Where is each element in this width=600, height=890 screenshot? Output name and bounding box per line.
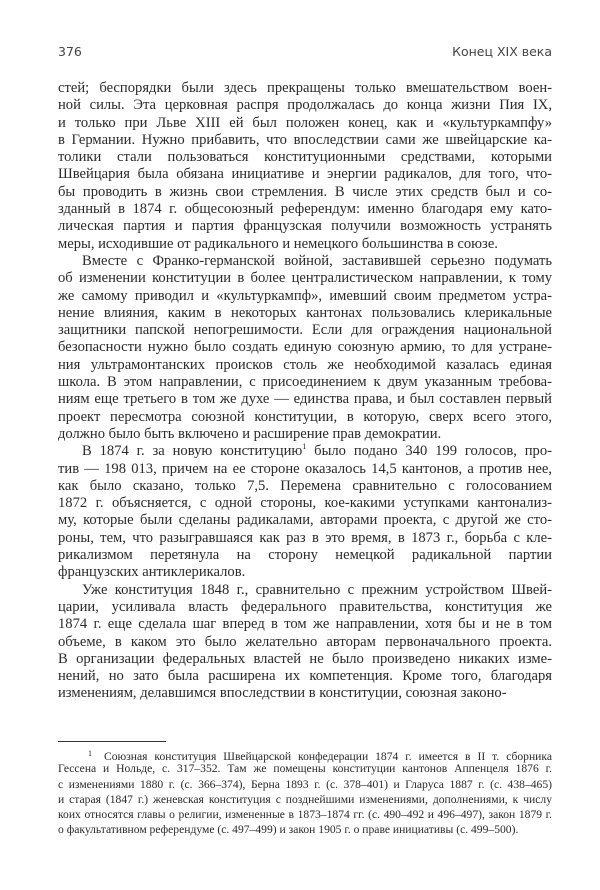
footnote-text: о факультативном референдуме (с. 497–499) и закон 1905 г. о праве инициативы (с. 499–500).: [58, 823, 519, 837]
text-line: му, которые были сделаны радикалами, авторами проекта, с другой же сто-: [58, 512, 552, 529]
text-line: школа. В этом направлении, с присоединением к двум указанным требова-: [58, 374, 552, 391]
text-line: объеме, в каком это было желательно авторам первоначального проекта.: [58, 633, 552, 650]
text-line: 1874 г. еще сделала шаг вперед в том же направлении, хотя бы и не в том: [58, 616, 552, 633]
footnote-text: и старая (1847 г.) женевская конституция с позднейшими изменениями, дополнениями, к числу: [58, 792, 552, 806]
text-line: Уже конституция 1848 г., сравнительно с прежним устройством Швей-: [82, 581, 552, 598]
text-line: об изменении конституции в более централистическом направлении, к тому: [58, 270, 552, 287]
text-line: изменениям, делавшимся впоследствии в конституции, союзная законо-: [58, 685, 507, 702]
text-line: [58, 761, 552, 776]
text-line: защитники папской непогрешимости. Если для ограждения национальной: [58, 322, 552, 339]
text-line: лическая партия и партия французская получили возможность устранять: [58, 218, 552, 235]
footnote-ref[interactable]: 1: [302, 442, 307, 452]
footnote-text: коих относятся главы о религии, измененные в 1873–1874 гг. (с. 490–492 и 496–497), закон 1879 г.: [58, 808, 552, 822]
running-title: Конец XIX века: [452, 44, 552, 59]
text-line: проект пересмотра союзной конституции, в которую, сверх всего этого,: [58, 408, 552, 425]
text-line: [58, 777, 552, 792]
text-line: бы проводить в жизнь свои стремления. В числе этих средств был и со-: [58, 183, 552, 200]
text-segment: было подано 340 199 голосов, про-: [314, 443, 553, 460]
text-line: 1872 г. объясняется, с одной стороны, кое-какими уступками кантонализ-: [58, 495, 552, 512]
text-line: [58, 807, 552, 822]
text-line: в Германии. Нужно прибавить, что впоследствии сами же швейцарские ка-: [58, 131, 552, 148]
body-text: [58, 80, 552, 703]
text-line: царии, усиливала власть федерального правительства, конституция же: [58, 598, 552, 615]
text-line: зданный в 1874 г. общесоюзный референдум: именно благодаря ему като-: [58, 201, 552, 218]
text-line: французских антиклерикалов.: [58, 564, 246, 581]
text-line: же самому приводил и «культуркампф», имевший своим предметом устра-: [58, 287, 552, 304]
text-line: ниям еще третьего в том же духе — единства права, и был составлен первый: [58, 391, 552, 408]
text-line: и только при Льве XIII ей был положен конец, как и «культуркампфу»: [58, 114, 552, 131]
text-segment: В 1874 г. за новую конституцию: [82, 443, 303, 460]
text-line: [58, 792, 552, 807]
text-line: нение влияния, каким в некоторых кантонах пользовались клерикальные: [58, 304, 552, 321]
text-line: [58, 822, 552, 837]
text-line: стей; беспорядки были здесь прекращены только вмешательством воен-: [58, 80, 552, 96]
text-line: нений, но зато была расширена их компетенция. Кроме того, благодаря: [58, 668, 552, 685]
page-number: 376: [58, 44, 82, 59]
text-line: рикализмом перетянула на сторону немецкой радикальной партии: [58, 547, 552, 564]
text-line: [58, 746, 552, 761]
footnote-number: 1: [88, 749, 92, 758]
text-line: должно было быть включено и расширение прав демократии.: [58, 425, 442, 442]
footnotes: [58, 746, 552, 838]
text-line: как было сказано, только 7,5. Перемена сравнительно с голосованием: [58, 477, 552, 494]
text-line: безопасности нужно было создать единую союзную армию, то для устране-: [58, 339, 552, 356]
text-line: тив — 198 013, причем на ее стороне оказалось 14,5 кантонов, а против нее,: [58, 460, 552, 477]
text-line: меры, исходившие от радикального и немецкого большинства в союзе.: [58, 235, 498, 252]
text-line: Вместе с Франко-германской войной, заставившей серьезно подумать: [82, 252, 552, 269]
text-line: ния ультрамонтанских происков столь же необходимой казалась единая: [58, 356, 552, 373]
footnote-text: Гессена и Нольде, с. 317–352. Там же помещены конституции кантонов Аппенцеля 1876 г.: [58, 762, 552, 776]
footnote-text: Союзная конституция Швейцарской конфедерации 1874 г. имеется в II т. сборника: [104, 750, 552, 763]
text-line: ной силы. Эта церковная распря продолжалась до конца жизни Пия IX,: [58, 97, 552, 114]
footnote-text: с изменениями 1880 г. (с. 366–374), Берна 1893 г. (с. 378–401) и Глaруса 1887 г. (с. 438–465): [58, 777, 552, 791]
text-line: толики стали пользоваться конституционными средствами, которыми: [58, 149, 552, 166]
text-line: [58, 443, 552, 460]
text-line: роны, тем, что разыгравшаяся как раз в это время, в 1873 г., борьба с кле-: [58, 529, 552, 546]
text-line: В организации федеральных властей не было произведено никаких изме-: [58, 650, 552, 667]
footnote-divider: [58, 741, 166, 742]
text-line: Швейцария была обязана инициативе и энергии радикалов, для того, что-: [58, 166, 552, 183]
